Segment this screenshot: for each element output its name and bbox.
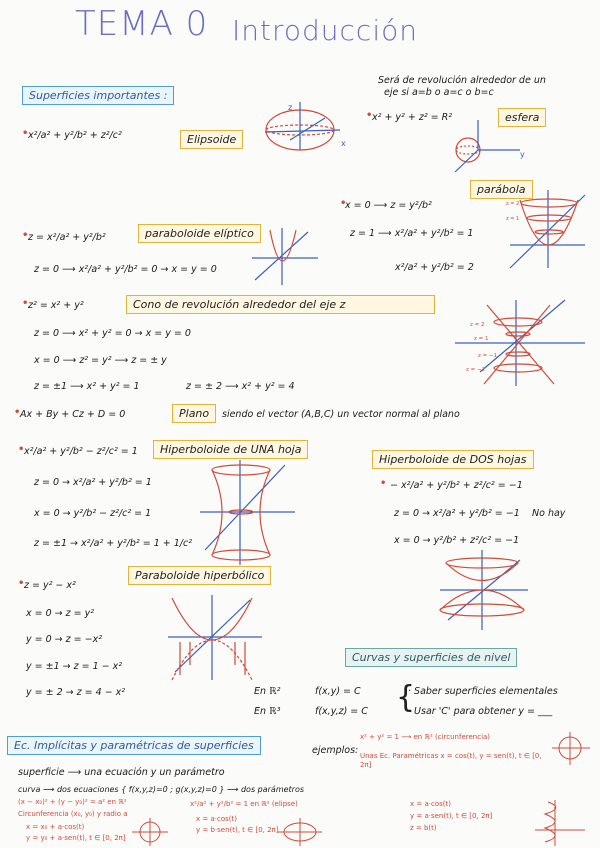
note-revolucion-1: Será de revolución alrededor de un [378,75,546,86]
eq-pe-z0: z = 0 ⟶ x²/a² + y²/b² = 0 → x = y = 0 [34,264,217,275]
elip-axis-z: z [288,103,293,112]
eq-elipsoide: x²/a² + y²/b² + z²/c² [28,130,122,141]
label-esfera: esfera [498,108,546,127]
eq-h2-x0: x = 0 → y²/b² + z²/c² = −1 [394,535,520,546]
eq-esfera: x² + y² + z² = R² [372,112,453,123]
cono-mark-zp2: z = 2 [470,322,485,328]
eq-plano: Ax + By + Cz + D = 0 [20,409,126,420]
imp-l4: Circunferencia (x₀, y₀) y radio a [18,810,128,818]
eq-h2-def: − x²/a² + y²/b² + z²/c² = −1 [390,480,523,491]
bullet-7: • [366,110,373,121]
imp-r2: x = a·cos(t) [196,815,237,823]
esf-axis-y: y [520,150,525,159]
eq-ph-def: z = y² − x² [24,580,76,591]
curvas-ej1: x² + y² = 1 ⟶ en ℝ² (circunferencia) [360,733,491,741]
helix-sketch [535,800,585,846]
bullet-9: • [380,478,387,489]
par-mark-z1: z = 1 [506,216,520,222]
cono-mark-zm2: z = −2 [466,367,486,373]
curvas-en-r2: En ℝ² [254,686,281,697]
circle-sketch-2 [132,818,168,846]
elip-axis-x: x [341,139,346,148]
ph-sketch [168,595,262,680]
note-plano: siendo el vector (A,B,C) un vector normal al plano [222,409,460,420]
note-no-hay: No hay [532,508,566,519]
curvas-b1: · Saber superficies elementales [408,686,558,697]
par-mark-z2: z = 2 [506,201,520,207]
eq-pe-def: z = x²/a² + y²/b² [28,232,106,243]
imp-l5: x = x₀ + a·cos(t) [26,823,85,831]
bullet-3: • [22,298,29,309]
cono-mark-zp1: z = 1 [474,336,489,342]
label-hiper-una: Hiperboloide de UNA hoja [153,440,308,459]
title-tema: TEMA 0 [75,4,209,44]
esfera-sketch [455,120,520,172]
bullet-5: • [18,444,25,455]
label-cono: Cono de revolución alrededor del eje z [126,295,435,314]
imp-l2: curva ⟶ dos ecuaciones { f(x,y,z)=0 ; g(x,y,z)=0 } ⟶ dos parámetros [18,785,305,794]
section-curvas: Curvas y superficies de nivel [345,648,517,667]
eq-h1-def: x²/a² + y²/b² − z²/c² = 1 [24,446,138,457]
label-plano: Plano [172,404,216,423]
curvas-f2: f(x,y) = C [315,686,361,697]
h2-sketch [440,550,528,630]
imp-l1: superficie ⟶ una ecuación y un parámetro [18,767,225,778]
cono-mark-zm1: z = −1 [478,353,498,359]
eq-h1-z0: z = 0 → x²/a² + y²/b² = 1 [34,477,152,488]
elipsoide-sketch [265,102,340,150]
eq-ph-y0: y = 0 → z = −x² [26,634,103,645]
eq-par-z2: x²/a² + y²/b² = 2 [395,262,474,273]
eq-ph-x0: x = 0 → z = y² [26,608,95,619]
imp-h2: y = a·sen(t), t ∈ [0, 2π] [410,812,493,820]
pe-sketch [252,228,318,285]
eq-h1-x0: x = 0 → y²/b² − z²/c² = 1 [34,508,152,519]
imp-l6: y = y₀ + a·sen(t), t ∈ [0, 2π] [26,834,126,842]
eq-cono-z1: z = ±1 ⟶ x² + y² = 1 [34,381,140,392]
circle-sketch-1 [552,732,590,765]
imp-r1: x²/a² + y²/b² = 1 en ℝ² (elipse) [190,800,298,808]
curvas-en-r3: En ℝ³ [254,706,281,717]
imp-r3: y = b·sen(t), t ∈ [0, 2π] [196,826,279,834]
eq-cono-x0: x = 0 ⟶ z² = y² ⟶ z = ± y [34,355,167,366]
bullet-6: • [18,578,25,589]
eq-ph-y2: y = ± 2 → z = 4 − x² [26,687,126,698]
curvas-b2: · Usar 'C' para obtener y = ___ [408,706,553,717]
title-intro: Introducción [232,14,418,47]
eq-cono-z2: z = ± 2 ⟶ x² + y² = 4 [186,381,295,392]
label-elipsoide: Elipsoide [180,130,243,149]
note-revolucion-2: eje si a=b o a=c o b=c [384,87,494,98]
eq-cono-z0: z = 0 ⟶ x² + y² = 0 → x = y = 0 [34,328,191,339]
curvas-ej2: Unas Ec. Paramétricas x = cos(t), y = sen(t), t ∈ [0, 2π] [360,752,542,769]
eq-h2-z0: z = 0 → x²/a² + y²/b² = −1 [394,508,520,519]
section-superficies: Superficies importantes : [22,86,174,105]
label-hiper-dos: Hiperboloide de DOS hojas [372,450,534,469]
eq-par-x0: x = 0 ⟶ z = y²/b² [345,200,432,211]
section-implicitas: Ec. Implícitas y paramétricas de superficies [7,736,261,755]
imp-l3: (x − x₀)² + (y − y₀)² = a² en ℝ² [18,798,127,806]
imp-h3: z = b(t) [410,824,437,832]
curvas-f3: f(x,y,z) = C [315,706,368,717]
eq-ph-y1: y = ±1 → z = 1 − x² [26,661,123,672]
label-parab-hiper: Paraboloide hiperbólico [128,566,271,585]
eq-h1-z1: z = ±1 → x²/a² + y²/b² = 1 + 1/c² [34,538,193,549]
eq-par-z1: z = 1 ⟶ x²/a² + y²/b² = 1 [350,228,474,239]
parabola-sketch [510,190,585,268]
bullet-4: • [14,407,21,418]
bullet-8: • [340,198,347,209]
ellipse-sketch [278,818,322,846]
curvas-ejemplos: ejemplos: [312,745,359,756]
brace-curvas: { [396,680,416,715]
bullet-1: • [22,128,29,139]
imp-h1: x = a·cos(t) [410,800,451,808]
bullet-2: • [22,230,29,241]
eq-cono-def: z² = x² + y² [28,300,84,311]
label-parabola: parábola [470,180,533,199]
h1-sketch [200,460,295,565]
cono-sketch [455,300,585,386]
label-paraboloide-eliptico: paraboloide elíptico [138,224,261,243]
